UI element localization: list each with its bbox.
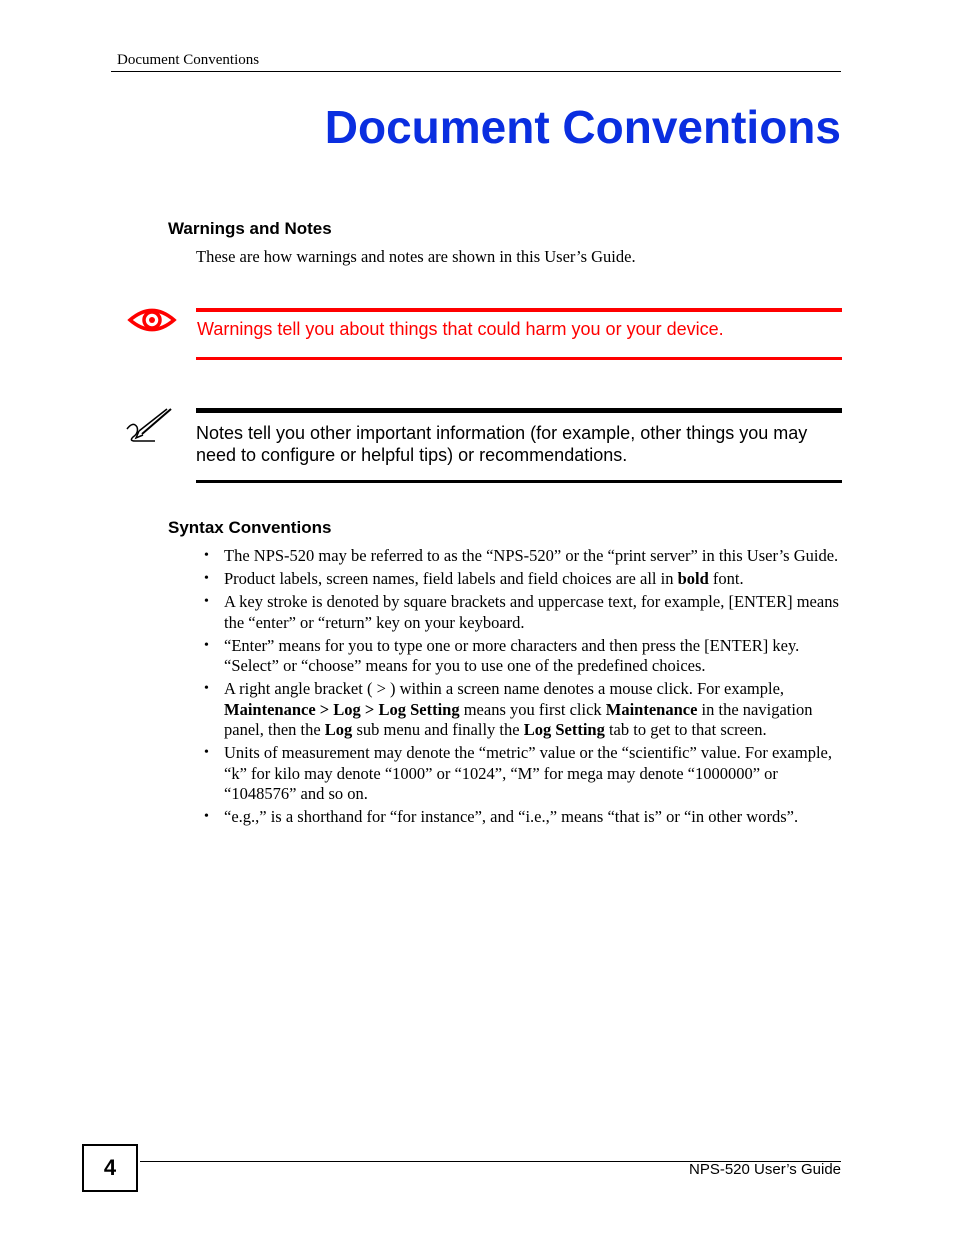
page-number: 4 — [82, 1144, 138, 1192]
list-item: • The NPS-520 may be referred to as the “NPS-520” or the “print server” in this User’s Guide. — [204, 546, 844, 567]
header-rule — [111, 71, 841, 72]
warning-top-rule — [196, 308, 842, 312]
footer-guide-title: NPS-520 User’s Guide — [688, 1161, 841, 1178]
syntax-conventions-heading: Syntax Conventions — [168, 518, 332, 537]
list-item: • “e.g.,” is a shorthand for “for instance”, and “i.e.,” means “that is” or “in other words”. — [204, 807, 844, 828]
list-item: • A key stroke is denoted by square brackets and uppercase text, for example, [ENTER] means the “enter” or “return” key on your keyboard. — [204, 592, 844, 633]
page-title: Document Conventions — [324, 101, 841, 153]
eye-icon — [127, 305, 177, 335]
warning-bottom-rule — [196, 357, 842, 360]
warning-text: Warnings tell you about things that could harm you or your device. — [197, 319, 724, 339]
list-item: • “Enter” means for you to type one or more characters and then press the [ENTER] key. “Select” or “choose” means for you to use one of the predefined choices. — [204, 636, 844, 677]
warnings-notes-heading: Warnings and Notes — [168, 219, 332, 238]
warnings-intro-text: These are how warnings and notes are shown in this User’s Guide. — [196, 247, 636, 266]
note-text: Notes tell you other important information (for example, other things you may need to configure or helpful tips) or recommendations. — [196, 423, 808, 465]
running-header: Document Conventions — [117, 52, 260, 68]
list-item: • Units of measurement may denote the “metric” value or the “scientific” value. For example, “k” for kilo may denote “1000” or “1024”, “M” for mega may denote “1000000” or “1048576” and so on. — [204, 743, 844, 805]
list-item: • A right angle bracket ( > ) within a screen name denotes a mouse click. For example, Maintenance > Log > Log Setting means you first click Maintenance in the navigation panel, then the Log sub menu and finally the Log Setting tab to get to that screen. — [204, 679, 844, 741]
note-bottom-rule — [196, 480, 842, 483]
pen-icon — [125, 407, 175, 443]
list-item: • Product labels, screen names, field labels and field choices are all in bold font. — [204, 569, 844, 590]
syntax-conventions-list — [204, 546, 844, 830]
note-top-rule — [196, 408, 842, 413]
